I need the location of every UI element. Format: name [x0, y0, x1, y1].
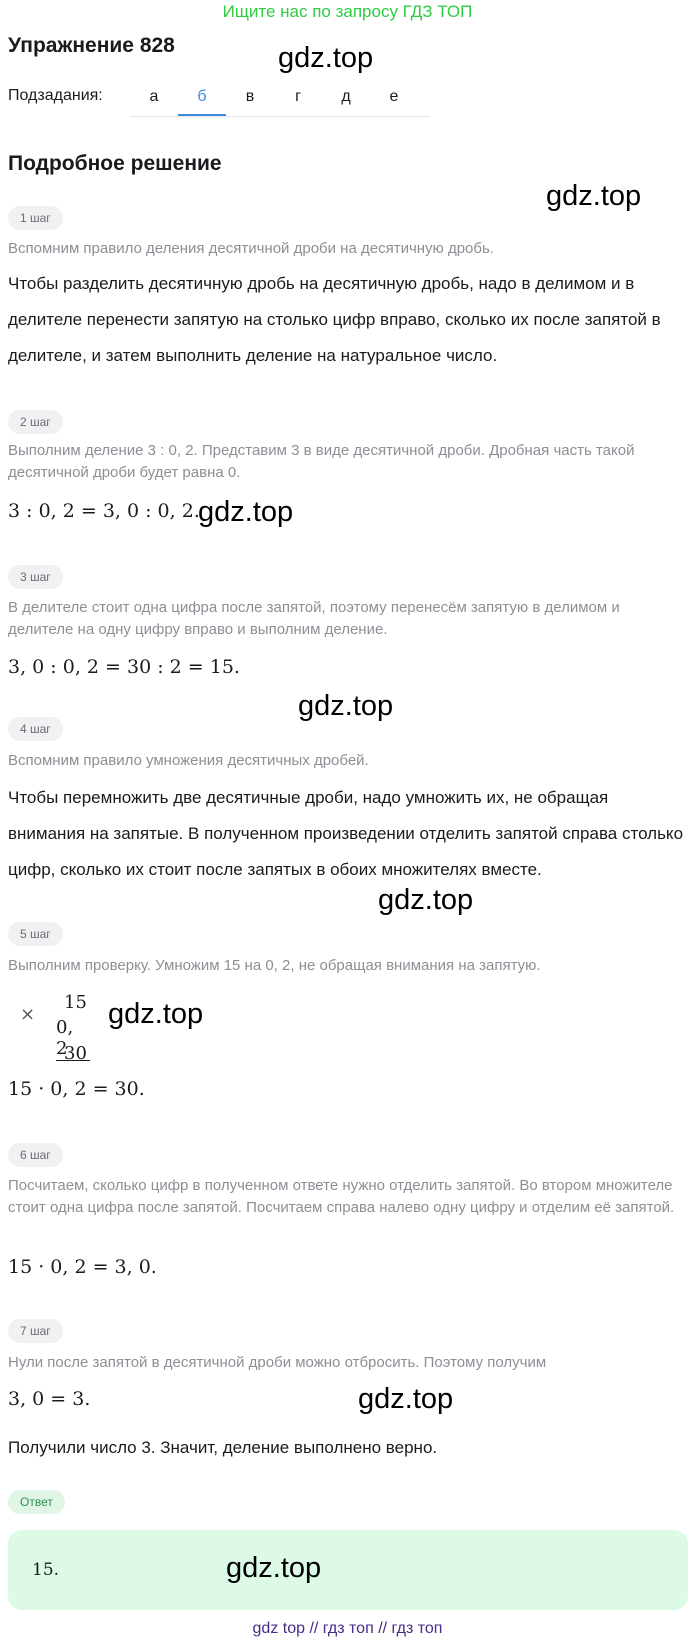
- math-line: 3, 0 : 0, 2 = 30 : 2 = 15.: [8, 656, 240, 678]
- answer-box: [8, 1530, 688, 1610]
- step-hint: Посчитаем, сколько цифр в полученном ответе нужно отделить запятой. Во втором множителе стоит одна цифра после запятой. Посчитаем справа налево одну цифру и отделим её запятой.: [8, 1177, 675, 1216]
- answer-badge: Ответ: [8, 1490, 65, 1514]
- tab-b[interactable]: б: [178, 80, 226, 116]
- step-hint: Вспомним правило умножения десятичных дробей.: [8, 752, 369, 769]
- answer-value: 15.: [32, 1560, 60, 1580]
- math-line: 3, 0 = 3.: [8, 1388, 91, 1410]
- footer-links[interactable]: gdz top // гдз топ // гдз топ: [252, 1620, 443, 1637]
- mult-result: 30: [64, 1043, 87, 1064]
- subtasks-label: Подзадания:: [8, 87, 103, 104]
- mult-top: 15: [64, 992, 87, 1013]
- step-text: Чтобы разделить десятичную дробь на десятичную дробь, надо в делимом и в делителе перенести запятую на столько цифр вправо, сколько их после запятой в делителе, и затем выполнить деление на натуральное число.: [8, 274, 661, 365]
- tab-d[interactable]: д: [341, 88, 351, 105]
- watermark: gdz.top: [546, 180, 642, 212]
- watermark: gdz.top: [198, 496, 294, 528]
- step-text: Чтобы перемножить две десятичные дроби, надо умножить их, не обращая внимания на запятые. В полученном произведении отделить запятой справа столько цифр, сколько их стоит после запятых в обоих множителях вместе.: [8, 788, 684, 879]
- tab-g[interactable]: г: [295, 88, 301, 105]
- multiply-sign: ×: [20, 1004, 36, 1025]
- tab-a[interactable]: а: [149, 88, 159, 105]
- math-line: 3 : 0, 2 = 3, 0 : 0, 2.: [8, 500, 200, 522]
- step-badge: 4 шаг: [8, 717, 63, 741]
- watermark: gdz.top: [358, 1383, 454, 1415]
- step-text: Получили число 3. Значит, деление выполнено верно.: [8, 1438, 438, 1457]
- watermark: gdz.top: [226, 1552, 322, 1584]
- math-line: 15 · 0, 2 = 3, 0.: [8, 1256, 157, 1278]
- step-badge: 3 шаг: [8, 565, 63, 589]
- page-title: Упражнение 828: [8, 34, 175, 57]
- watermark: gdz.top: [298, 690, 394, 722]
- watermark: gdz.top: [278, 42, 374, 74]
- step-badge: 5 шаг: [8, 922, 63, 946]
- step-badge: 1 шаг: [8, 206, 63, 230]
- subtasks-tabs: [130, 80, 430, 117]
- math-line: 15 · 0, 2 = 30.: [8, 1078, 145, 1100]
- step-hint: Выполним проверку. Умножим 15 на 0, 2, не обращая внимания на запятую.: [8, 957, 541, 974]
- tab-v[interactable]: в: [245, 88, 255, 105]
- step-hint: Нули после запятой в десятичной дроби можно отбросить. Поэтому получим: [8, 1354, 547, 1371]
- step-hint: Выполним деление 3 : 0, 2. Представим 3 в виде десятичной дроби. Дробная часть такой десятичной дроби будет равна 0.: [8, 442, 635, 481]
- step-badge: 7 шаг: [8, 1319, 63, 1343]
- column-multiplication: [20, 992, 90, 1062]
- mult-bottom: 0, 2: [56, 1017, 90, 1061]
- step-badge: 2 шаг: [8, 410, 63, 434]
- search-banner: Ищите нас по запросу ГДЗ ТОП: [222, 2, 473, 21]
- tab-e[interactable]: е: [389, 88, 399, 105]
- section-title: Подробное решение: [8, 152, 222, 175]
- watermark: gdz.top: [108, 998, 204, 1030]
- watermark: gdz.top: [378, 884, 474, 916]
- step-hint: Вспомним правило деления десятичной дроби на десятичную дробь.: [8, 240, 494, 257]
- step-hint: В делителе стоит одна цифра после запятой, поэтому перенесём запятую в делимом и делителе на одну цифру вправо и выполним деление.: [8, 599, 620, 638]
- step-badge: 6 шаг: [8, 1143, 63, 1167]
